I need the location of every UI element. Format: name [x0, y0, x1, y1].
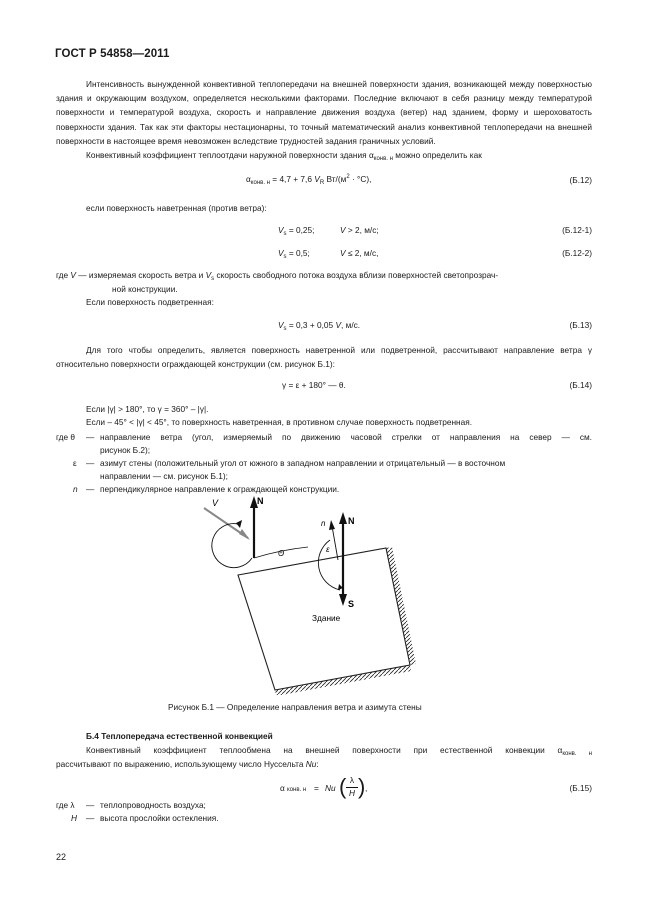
page-number: 22: [56, 852, 67, 862]
figure-caption: Рисунок Б.1 — Определение направления ветра и азимута стены: [168, 702, 422, 712]
section-b4-line2: рассчитывают по выражению, использующему число Нуссельта Nu:: [56, 759, 319, 769]
def-eps-line1: азимут стены (положительный угол от южного в западном направлении и отрицательный — в восточном: [100, 458, 506, 468]
section-b4-line1: Конвективный коэффициент теплообмена на внешней поверхности при естественной конвекции $\alpha_{конв. н}$: [86, 745, 592, 757]
intro-paragraph: [56, 77, 592, 148]
equation-b12-2: $V_s = 0,5$;: [278, 248, 310, 260]
label-epsilon: ε: [326, 545, 330, 554]
def-lambda-dash: —: [86, 800, 95, 810]
def-lambda-text: теплопроводность воздуха;: [100, 800, 206, 810]
label-s: S: [348, 599, 355, 609]
def-eps-dash: —: [86, 458, 95, 468]
label-n-center: N: [348, 516, 355, 526]
normal-line: [332, 526, 338, 560]
condition-b12-1: V > 2, м/с;: [340, 225, 379, 235]
definitions-list: [0, 430, 646, 494]
windward-text: если поверхность наветренная (против ветра):: [86, 203, 267, 213]
equation-b13: $V_s = 0,3 + 0,05$ V, м/с.: [278, 320, 361, 332]
condition-1: Если |γ| > 180°, то γ = 360° – |γ|.: [86, 404, 209, 414]
label-v: V: [212, 498, 219, 508]
leeward-text: Если поверхность подветренная:: [86, 297, 214, 307]
label-n-left: N: [257, 496, 264, 506]
equation-number-b13: (Б.13): [569, 320, 592, 330]
def-theta-dash: —: [86, 432, 95, 442]
equation-number-b12: (Б.12): [569, 175, 592, 185]
def-h-symbol: H: [71, 813, 77, 823]
equation-number-b14: (Б.14): [569, 380, 592, 390]
equation-b12: $\alpha_{конв. н} = 4,7 + 7,6$ $V_R$ $Вт/(м^2 \cdot ^\circ С)$,: [246, 174, 372, 186]
north-arrowhead-center: [339, 512, 347, 524]
section-b4-title: Б.4 Теплопередача естественной конвекцией: [86, 731, 273, 741]
where-v-line1: где V — измеряемая скорость ветра и $V_s$ скорость свободного потока воздуха вблизи поверхностей светопрозрач-: [56, 270, 499, 282]
def-h-text: высота прослойки остекления.: [100, 813, 219, 823]
equation-number-b15: (Б.15): [569, 783, 592, 793]
def-theta-line1: направление ветра (угол, измеряемый по движению часовой стрелки от направления на север — см.: [100, 432, 592, 442]
equation-b14: γ = ε + 180° — θ.: [282, 380, 346, 390]
def-n-line1: перпендикулярное направление к ограждающей конструкции.: [100, 484, 340, 494]
normal-arrowhead: [329, 520, 335, 530]
equation-b12-1: $V_s = 0,25$;: [278, 225, 315, 237]
theta-arc-arrowhead: [236, 520, 242, 528]
wind-arrowhead: [239, 529, 250, 540]
equation-number-b12-1: (Б.12-1): [562, 225, 592, 235]
condition-b12-2: V ≤ 2, м/с,: [340, 248, 379, 258]
condition-2: Если – 45° < |γ| < 45°, то поверхность наветренная, в противном случае поверхность подветренная.: [86, 417, 473, 427]
def-theta-symbol: где θ: [56, 432, 76, 442]
def-eps-symbol: ε: [73, 458, 77, 468]
def-h-dash: —: [86, 813, 95, 823]
label-theta: Θ: [278, 549, 285, 558]
def-eps-line2: направлении — см. рисунок Б.1);: [100, 471, 228, 481]
def-lambda-symbol: где λ: [56, 800, 75, 810]
def-n-symbol: n: [73, 484, 78, 494]
page-header: ГОСТ Р 54858—2011: [55, 48, 170, 60]
theta-arc: [212, 524, 252, 568]
coefficient-sentence: Конвективный коэффициент теплоотдачи наружной поверхности здания $\alpha_{конв. н}$ можно определить как: [86, 150, 482, 162]
label-building: Здание: [312, 613, 341, 623]
equation-number-b12-2: (Б.12-2): [562, 248, 592, 258]
intro-text: Интенсивность вынужденной конвективной теплопередачи на внешней поверхности здания, возникающей между поверхностью здания и окружающим воздухом, определяется несколькими факторами. Последние включают в себя разницу между температурой поверхности и температурой воздуха, скорость и направление движения воздуха (ветер) над зданием, форму и шероховатость поверхности здания. Так как эти факторы нестационарны, то точный математический анализ конвективной теплопередачи на внешней поверхности в настоящее время невозможен вследствие трудностей задания граничных условий.: [56, 79, 592, 146]
def-theta-line2: рисунок Б.2);: [100, 445, 151, 455]
label-n-normal: n: [321, 519, 326, 528]
where-v-line2: ной конструкции.: [112, 284, 178, 294]
direction-paragraph: Для того чтобы определить, является поверхность наветренной или подветренной, рассчитывают направление ветра γ относительно поверхности ограждающей конструкции (см. рисунок Б.1):: [56, 345, 592, 370]
def-n-dash: —: [86, 484, 95, 494]
figure-wind-direction: [190, 490, 450, 695]
